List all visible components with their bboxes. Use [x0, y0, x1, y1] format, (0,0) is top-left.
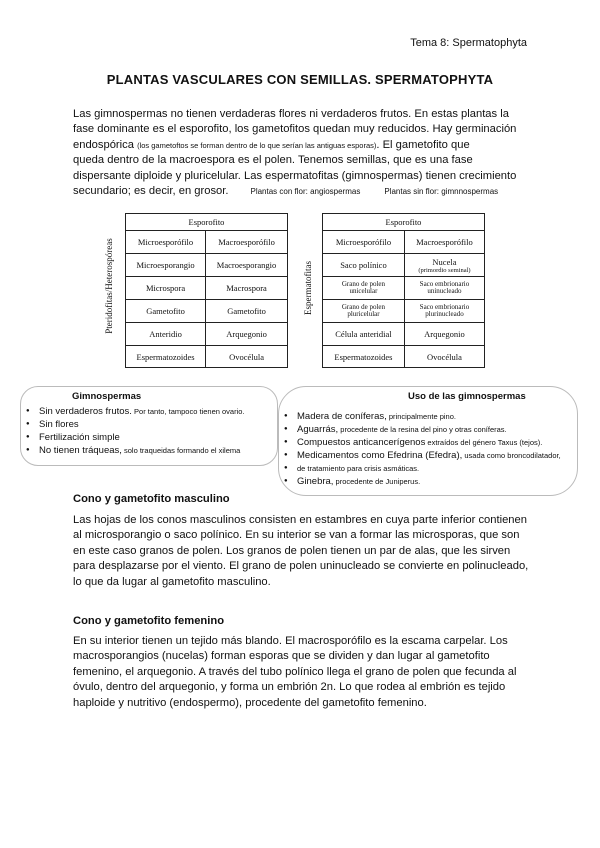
table-cell: Saco embrionario uninucleado [404, 277, 484, 300]
table-cell: Saco polínico [323, 254, 405, 277]
page-title: PLANTAS VASCULARES CON SEMILLAS. SPERMATOPHYTA [106, 72, 494, 87]
table-cell: Microesporófilo [323, 231, 405, 254]
table-cell: Gametofito [126, 300, 206, 323]
table-cell: Ovocélula [404, 346, 484, 368]
text-line: En su interior tienen un tejido más blando. El macrosporófilo es la escama carpelar. Los [73, 635, 508, 647]
text-line: al microsporangio o saco polínico. En su interior se van a formar las microsporas, que son [73, 529, 520, 542]
chapter-header: Tema 8: Spermatophyta [410, 37, 527, 49]
text-line: haploide y nutritivo (endospermo), procedente del gametofito femenino. [73, 696, 427, 709]
list-item-continuation: ● de tratamiento para crisis asmáticas. [284, 462, 561, 475]
heading-cono-femenino: Cono y gametofito femenino [73, 615, 225, 627]
table-espermatofitas [322, 213, 485, 368]
list-item: ● Fertilización simple [26, 431, 245, 444]
table-cell: Microesporangio [126, 254, 206, 277]
intro-note: (los gametoftos se forman dentro de lo que serían las antiguas esporas) [137, 140, 377, 150]
list-item: ● Compuestos anticancerígenos extraídos del género Taxus (tejos). [284, 436, 561, 449]
table-cell: Macroesporófilo [404, 231, 484, 254]
table-cell: Espermatozoides [323, 346, 405, 368]
table-header: Esporofito [126, 214, 288, 231]
list-item: ● Ginebra, procedente de Juniperus. [284, 475, 561, 488]
table-cell: Macroesporófilo [206, 231, 288, 254]
text-line: óvulo, dentro del arquegonio, y forma un embrión 2n. Lo que rodea al embrión es tejido [73, 681, 506, 694]
table-cell: Grano de polen pluricelular [323, 300, 405, 323]
list-item: ● Sin verdaderos frutos. Por tanto, tampoco tienen ovario. [26, 405, 245, 418]
note-gimnospermas: Plantas sin flor: gimnnospermas [384, 187, 499, 197]
side-label-espermatofitas: Espermatofitas [303, 261, 313, 315]
diagram-espermatofitas [300, 213, 485, 368]
list-item: ● Sin flores [26, 418, 245, 431]
table-cell: Microspora [126, 277, 206, 300]
text-line: Las hojas de los conos masculinos consisten en estambres en cuya parte inferior contienen [73, 514, 527, 526]
table-cell: Nucela (primordio seminal) [404, 254, 484, 277]
intro-line: dispersante diploide y pluricelular. Las espermatofitas (gimnospermas) tienen crecimiento [73, 169, 517, 182]
gimnospermas-list [26, 405, 245, 457]
side-label-pteridofitas: Pteridofitas/Heterospóreas [104, 238, 114, 334]
text-line: femenino, el arquegonio. A través del tubo polínico llega el grano de polen que fecunda al [73, 665, 517, 678]
text-line: lo que da lugar al gametofito masculino. [73, 575, 271, 588]
text-line: en este caso granos de polen. Los granos de polen tienen un par de alas, que les sirven [73, 544, 511, 557]
table-cell: Saco embrionario plurinucleado [404, 300, 484, 323]
heading-cono-masculino: Cono y gametofito masculino [73, 493, 230, 505]
table-cell: Arquegonio [206, 323, 288, 346]
paragraph-cono-masculino [73, 513, 533, 590]
intro-line: Las gimnospermas no tienen verdaderas flores ni verdaderos frutos. En estas plantas la [73, 108, 509, 120]
intro-line: queda dentro de la macroespora es el polen. Tenemos semillas, que es una fase [73, 154, 473, 167]
table-cell: Grano de polen unicelular [323, 277, 405, 300]
list-item: ● Madera de coníferas, principalmente pino. [284, 410, 561, 423]
intro-line: secundario; es decir, en grosor. Plantas con flor: angiospermas Plantas sin flor: gimnnospermas [73, 185, 499, 198]
text-line: para desplazarse por el viento. El grano de polen uninucleado se convierte en polinucleado, [73, 560, 529, 573]
intro-paragraph [73, 107, 533, 199]
note-angiospermas: Plantas con flor: angiospermas [250, 187, 361, 197]
list-item: ● Aguarrás, procedente de la resina del pino y otras coníferas. [284, 423, 561, 436]
table-cell: Arquegonio [404, 323, 484, 346]
list-item: ● Medicamentos como Efedrina (Efedra), usada como broncodilatador, [284, 449, 561, 462]
table-cell: Espermatozoides [126, 346, 206, 368]
text-line: macrosporangios (nucelas) forman esporas que se dividen y dan lugar al gametofito [73, 650, 490, 663]
uso-list [284, 410, 561, 488]
table-cell: Macroesporangio [206, 254, 288, 277]
table-cell: Célula anteridial [323, 323, 405, 346]
table-cell: Macrospora [206, 277, 288, 300]
diagram-pteridofitas [100, 213, 290, 368]
table-header: Esporofito [323, 214, 485, 231]
table-cell: Microesporófilo [126, 231, 206, 254]
list-item: ● No tienen tráqueas, solo traqueidas formando el xilema [26, 444, 245, 457]
table-pteridofitas [125, 213, 288, 368]
uso-title: Uso de las gimnospermas [408, 391, 526, 402]
intro-line: fase dominante es el esporofito, los gametofitos quedan muy reducidos. Hay germinación [73, 123, 517, 136]
table-cell: Ovocélula [206, 346, 288, 368]
table-cell: Anteridio [126, 323, 206, 346]
intro-line: endospórica (los gametoftos se forman dentro de lo que serían las antiguas esporas). El gametofito que [73, 138, 470, 151]
gimnospermas-title: Gimnospermas [72, 391, 142, 402]
paragraph-cono-femenino [73, 634, 533, 711]
table-cell: Gametofito [206, 300, 288, 323]
